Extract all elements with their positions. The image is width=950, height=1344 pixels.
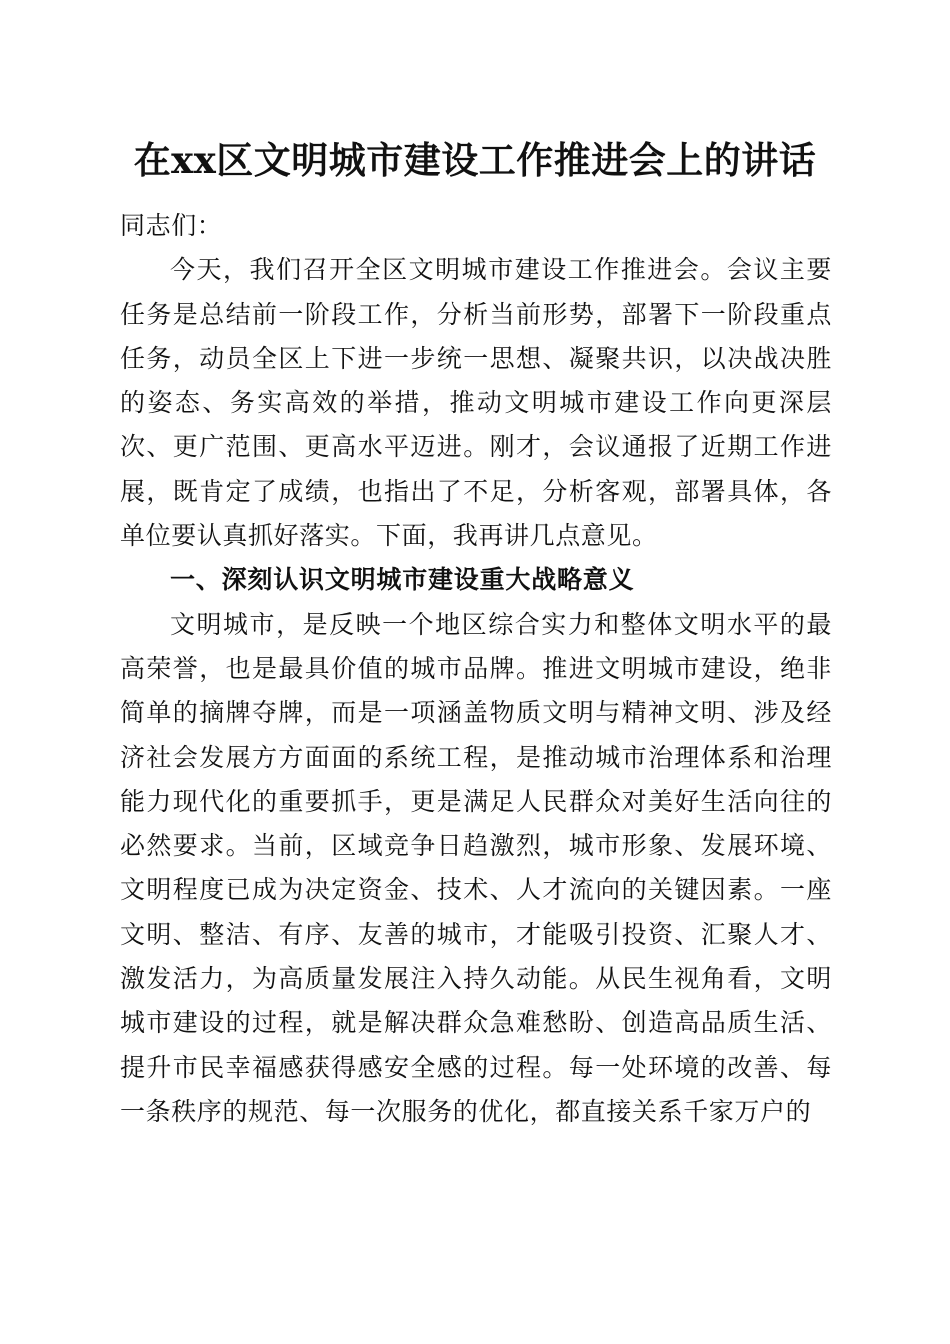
section-heading-1: 一、深刻认识文明城市建设重大战略意义 (170, 565, 635, 595)
paragraph-intro: 今天，我们召开全区文明城市建设工作推进会。会议主要任务是总结前一阶段工作，分析当前形势，部署下一阶段重点任务，动员全区上下进一步统一思想、凝聚共识，以决战决胜的姿态、务实高效的举措，推动文明城市建设工作向更深层次、更广范围、更高水平迈进。刚才，会议通报了近期工作进展，既肯定了成绩，也指出了不足，分析客观，部署具体，各单位要认真抓好落实。下面，我再讲几点意见。 (120, 255, 832, 551)
paragraph-significance: 文明城市，是反映一个地区综合实力和整体文明水平的最高荣誉，也是最具价值的城市品牌。推进文明城市建设，绝非简单的摘牌夺牌，而是一项涵盖物质文明与精神文明、涉及经济社会发展方方面面的系统工程，是推动城市治理体系和治理能力现代化的重要抓手，更是满足人民群众对美好生活向往的必然要求。当前，区域竞争日趋激烈，城市形象、发展环境、文明程度已成为决定资金、技术、人才流向的关键因素。一座文明、整洁、有序、友善的城市，才能吸引投资、汇聚人才、激发活力，为高质量发展注入持久动能。从民生视角看，文明城市建设的过程，就是解决群众急难愁盼、创造高品质生活、提升市民幸福感获得感安全感的过程。每一处环境的改善、每一条秩序的规范、每一次服务的优化，都直接关系千家万户的 (120, 609, 832, 1126)
document-title: 在xx区文明城市建设工作推进会上的讲话 (133, 138, 817, 182)
salutation: 同志们： (120, 211, 223, 240)
document-body (120, 204, 832, 1134)
